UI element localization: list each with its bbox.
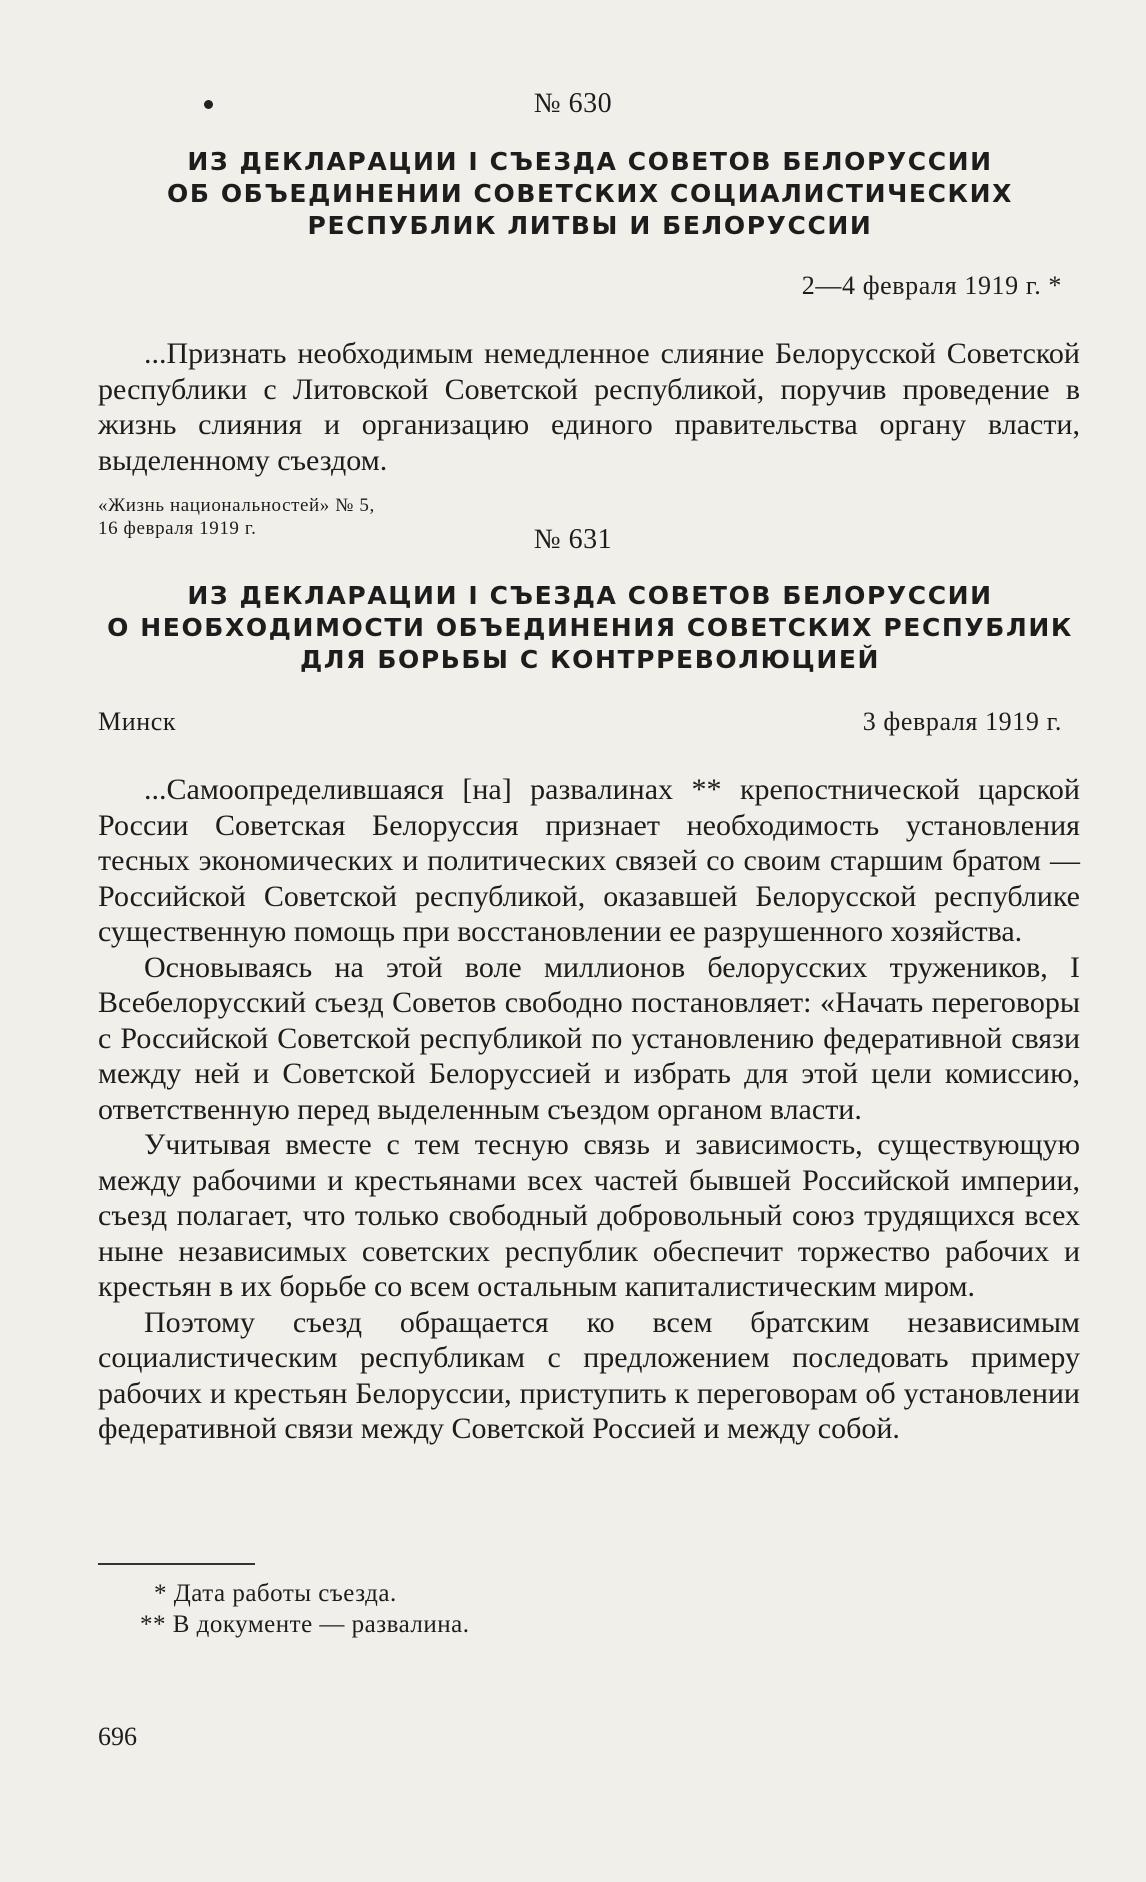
footnotes [140,1578,470,1640]
document-630-date: 2—4 февраля 1919 г. * [801,271,1062,300]
source-line: «Жизнь национальностей» № 5, [98,495,375,516]
title-line: ИЗ ДЕКЛАРАЦИИ I СЪЕЗДА СОВЕТОВ БЕЛОРУССИИ [187,581,993,610]
paragraph: Учитывая вместе с тем тесную связь и зависимость, существующую между рабочими и крестьянами всех частей бывшей Российской империи, съезд полагает, что только свободный добровольный союз трудящихся всех ныне независимых советских республик обеспечит торжество рабочих и крестьян в их борьбе со всем остальным капиталистическим миром. [98,1128,1080,1303]
title-line: РЕСПУБЛИК ЛИТВЫ И БЕЛОРУССИИ [307,211,873,240]
document-631-place: Минск [98,707,177,736]
title-line: ИЗ ДЕКЛАРАЦИИ I СЪЕЗДА СОВЕТОВ БЕЛОРУССИИ [187,147,993,176]
document-631-body [98,772,1080,1447]
footnote: * Дата работы съезда. [154,1580,397,1607]
document-number-630: № 630 [533,88,613,119]
source-line: 16 февраля 1919 г. [98,518,257,539]
paragraph: Поэтому съезд обращается ко всем братским независимым социалистическим республикам с предложением последовать примеру рабочих и крестьян Белоруссии, приступить к переговорам об установлении федеративной связи между Советской Россией и между собой. [98,1305,1080,1445]
title-line: О НЕОБХОДИМОСТИ ОБЪЕДИНЕНИЯ СОВЕТСКИХ РЕСПУБЛИК [107,613,1073,642]
document-number-631: № 631 [533,524,613,555]
document-631-title [100,580,1080,676]
footnote-divider [98,1563,255,1565]
title-line: ДЛЯ БОРЬБЫ С КОНТРРЕВОЛЮЦИЕЙ [299,645,881,674]
document-631-date: 3 февраля 1919 г. [862,707,1062,736]
page-number: 696 [98,1722,137,1751]
document-630-title [100,146,1080,242]
footnote: ** В документе — развалина. [140,1611,470,1638]
paragraph: ...Признать необходимым немедленное слияние Белорусской Советской республики с Литовской Советской республикой, поручив проведение в жизнь слияния и организацию единого правительства органу власти, выделенному съездом. [98,337,1080,477]
title-line: ОБ ОБЪЕДИНЕНИИ СОВЕТСКИХ СОЦИАЛИСТИЧЕСКИХ [167,179,1013,208]
paragraph: Основываясь на этой воле миллионов белорусских тружеников, I Всебелорусский съезд Советов свободно постановляет: «Начать переговоры с Российской Советской республикой по установлению федеративной связи между ней и Советской Белоруссией и избрать для этой цели комиссию, ответственную перед выделенным съездом органом власти. [98,950,1080,1126]
document-630-body [98,336,1080,478]
paragraph: ...Самоопределившаяся [на] развалинах ** крепостнической царской России Советская Белоруссия признает необходимость установления тесных экономических и политических связей со своим старшим братом — Российской Советской республикой, оказавшей Белорусской республике существенную помощь при восстановлении ее разрушенного хозяйства. [98,773,1080,948]
